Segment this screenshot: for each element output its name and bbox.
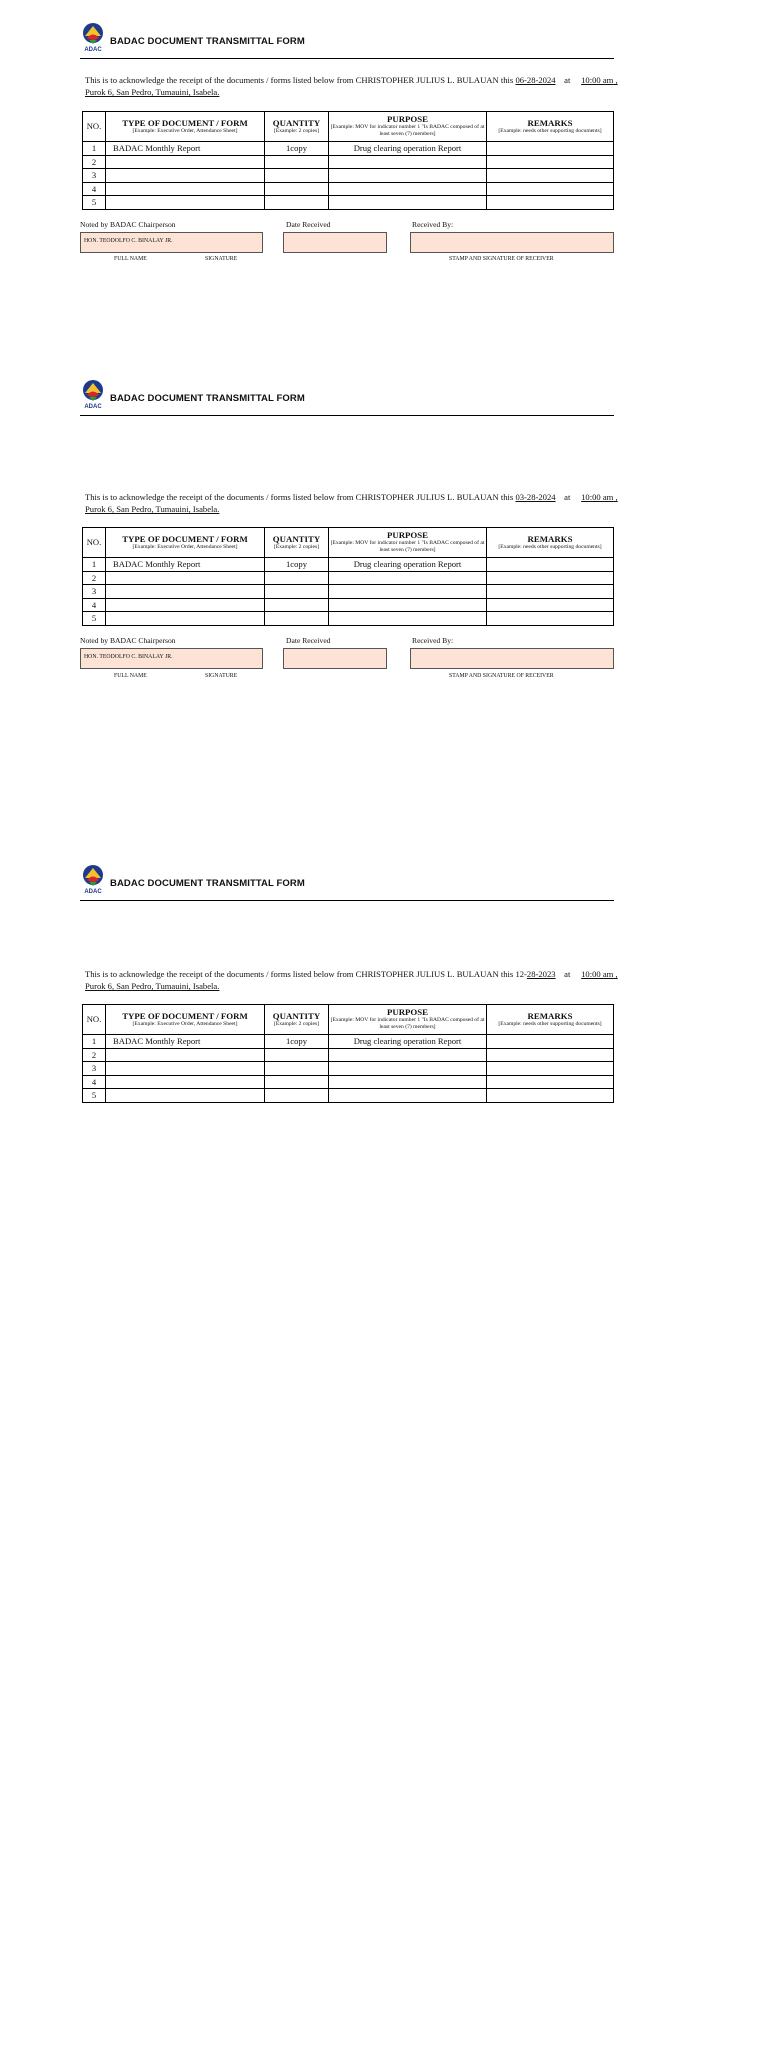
- cell-purpose: [329, 585, 487, 599]
- cell-quantity: [265, 169, 329, 183]
- cell-no: 3: [83, 1062, 106, 1076]
- cell-no: 1: [83, 1035, 106, 1049]
- cell-type: [106, 598, 265, 612]
- cell-remarks: [487, 1062, 614, 1076]
- cell-quantity: 1copy: [265, 1035, 329, 1049]
- form-header: [80, 26, 614, 59]
- cell-remarks: [487, 571, 614, 585]
- table-row: [83, 1062, 614, 1076]
- document-table: [82, 1004, 614, 1103]
- cell-remarks: [487, 182, 614, 196]
- table-body: [83, 142, 614, 210]
- cell-quantity: 1copy: [265, 142, 329, 156]
- cell-remarks: [487, 612, 614, 626]
- cell-purpose: Drug clearing operation Report: [329, 558, 487, 572]
- cell-remarks: [487, 1048, 614, 1062]
- cell-type: BADAC Monthly Report: [106, 142, 265, 156]
- cell-no: 3: [83, 585, 106, 599]
- cell-quantity: [265, 598, 329, 612]
- cell-remarks: [487, 558, 614, 572]
- table-row: [83, 182, 614, 196]
- ack-time: 10:00 am: [581, 492, 614, 502]
- cell-purpose: [329, 1048, 487, 1062]
- ack-date: 28-2023: [526, 969, 556, 979]
- ack-date-prefix: 12-: [515, 969, 527, 979]
- cell-quantity: [265, 155, 329, 169]
- cell-no: 2: [83, 155, 106, 169]
- cell-quantity: [265, 1048, 329, 1062]
- col-header-no: NO.: [83, 528, 106, 558]
- cell-purpose: Drug clearing operation Report: [329, 142, 487, 156]
- cell-purpose: [329, 1075, 487, 1089]
- badac-logo-icon: [80, 379, 106, 409]
- cell-no: 4: [83, 182, 106, 196]
- cell-no: 2: [83, 571, 106, 585]
- table-row: [83, 169, 614, 183]
- table-body: [83, 1035, 614, 1103]
- cell-no: 4: [83, 598, 106, 612]
- table-header-row: [83, 528, 614, 558]
- cell-purpose: [329, 155, 487, 169]
- cell-remarks: [487, 585, 614, 599]
- cell-remarks: [487, 196, 614, 210]
- cell-no: 4: [83, 1075, 106, 1089]
- cell-no: 5: [83, 196, 106, 210]
- cell-purpose: [329, 169, 487, 183]
- logo-text: ADAC: [84, 889, 102, 894]
- signature-caption: SIGNATURE: [205, 256, 238, 262]
- stamp-caption: STAMP AND SIGNATURE OF RECEIVER: [449, 256, 554, 262]
- cell-purpose: [329, 196, 487, 210]
- chairperson-name: HON. TEODOLFO C. BINALAY JR.: [84, 654, 173, 660]
- ack-time: 10:00 am: [581, 969, 614, 979]
- date-received-box[interactable]: [283, 648, 387, 669]
- cell-purpose: [329, 182, 487, 196]
- cell-purpose: [329, 598, 487, 612]
- cell-type: [106, 182, 265, 196]
- logo-text: ADAC: [84, 404, 102, 409]
- col-header-type: TYPE OF DOCUMENT / FORM [Example: Executive Order, Attendance Sheet]: [106, 1005, 265, 1035]
- cell-remarks: [487, 169, 614, 183]
- cell-quantity: [265, 1062, 329, 1076]
- cell-purpose: [329, 1089, 487, 1103]
- table-row: [83, 585, 614, 599]
- cell-quantity: [265, 1075, 329, 1089]
- col-header-remarks: REMARKS [Example: needs other supporting documents]: [487, 528, 614, 558]
- form-header: [80, 383, 614, 416]
- cell-quantity: [265, 1089, 329, 1103]
- cell-type: [106, 612, 265, 626]
- table-row: [83, 598, 614, 612]
- table-header-row: [83, 1005, 614, 1035]
- col-header-purpose: PURPOSE [Example: MOV for indicator number 1 "Is BADAC composed of at least seven (7) members]: [329, 1005, 487, 1035]
- acknowledgement-text: This is to acknowledge the receipt of the documents / forms listed below from CHRISTOPHER JULIUS L. BULAUAN this 06-28-2024 at 10:00 am , Purok 6, San Pedro, Tumauini, Isabela.: [85, 75, 618, 97]
- ack-prefix: This is to acknowledge the receipt of the documents / forms listed below from CHRISTOPHER JULIUS L. BULAUAN this: [85, 492, 514, 502]
- table-row: [83, 571, 614, 585]
- ack-prefix: This is to acknowledge the receipt of the documents / forms listed below from CHRISTOPHER JULIUS L. BULAUAN this: [85, 75, 514, 85]
- ack-at: at: [564, 75, 571, 85]
- cell-type: [106, 169, 265, 183]
- document-table: [82, 527, 614, 626]
- cell-no: 2: [83, 1048, 106, 1062]
- received-by-label: Received By:: [412, 636, 454, 645]
- cell-quantity: [265, 571, 329, 585]
- cell-quantity: [265, 612, 329, 626]
- cell-type: BADAC Monthly Report: [106, 1035, 265, 1049]
- ack-at: at: [564, 492, 571, 502]
- ack-location: Purok 6, San Pedro, Tumauini, Isabela.: [85, 981, 220, 991]
- col-header-quantity: QUANTITY [Example: 2 copies]: [265, 112, 329, 142]
- col-header-type: TYPE OF DOCUMENT / FORM [Example: Executive Order, Attendance Sheet]: [106, 528, 265, 558]
- table-row: [83, 142, 614, 156]
- date-received-label: Date Received: [286, 220, 331, 229]
- col-header-no: NO.: [83, 112, 106, 142]
- table-row: [83, 155, 614, 169]
- noted-by-label: Noted by BADAC Chairperson: [80, 220, 176, 229]
- table-row: [83, 1035, 614, 1049]
- cell-purpose: [329, 1062, 487, 1076]
- cell-remarks: [487, 1089, 614, 1103]
- form-title: BADAC DOCUMENT TRANSMITTAL FORM: [110, 393, 305, 404]
- cell-no: 1: [83, 142, 106, 156]
- full-name-caption: FULL NAME: [114, 256, 147, 262]
- cell-remarks: [487, 1035, 614, 1049]
- form-title: BADAC DOCUMENT TRANSMITTAL FORM: [110, 36, 305, 47]
- ack-date: 06-28-2024: [515, 75, 556, 85]
- cell-remarks: [487, 1075, 614, 1089]
- cell-type: [106, 1089, 265, 1103]
- table-row: [83, 1089, 614, 1103]
- cell-type: [106, 585, 265, 599]
- chairperson-name: HON. TEODOLFO C. BINALAY JR.: [84, 238, 173, 244]
- col-header-type: TYPE OF DOCUMENT / FORM [Example: Executive Order, Attendance Sheet]: [106, 112, 265, 142]
- cell-type: [106, 1048, 265, 1062]
- ack-location: Purok 6, San Pedro, Tumauini, Isabela.: [85, 504, 220, 514]
- signature-caption: SIGNATURE: [205, 673, 238, 679]
- date-received-box[interactable]: [283, 232, 387, 253]
- stamp-caption: STAMP AND SIGNATURE OF RECEIVER: [449, 673, 554, 679]
- cell-quantity: [265, 196, 329, 210]
- ack-time: 10:00 am: [581, 75, 614, 85]
- table-row: [83, 196, 614, 210]
- cell-remarks: [487, 155, 614, 169]
- table-row: [83, 1048, 614, 1062]
- cell-type: [106, 1075, 265, 1089]
- cell-quantity: [265, 585, 329, 599]
- col-header-purpose: PURPOSE [Example: MOV for indicator number 1 "Is BADAC composed of at least seven (7) members]: [329, 112, 487, 142]
- received-by-box[interactable]: [410, 648, 614, 669]
- col-header-purpose: PURPOSE [Example: MOV for indicator number 1 "Is BADAC composed of at least seven (7) members]: [329, 528, 487, 558]
- cell-type: BADAC Monthly Report: [106, 558, 265, 572]
- cell-purpose: Drug clearing operation Report: [329, 1035, 487, 1049]
- badac-logo-icon: [80, 864, 106, 894]
- table-row: [83, 558, 614, 572]
- cell-no: 5: [83, 612, 106, 626]
- cell-purpose: [329, 571, 487, 585]
- document-table: [82, 111, 614, 210]
- table-header-row: [83, 112, 614, 142]
- col-header-quantity: QUANTITY [Example: 2 copies]: [265, 528, 329, 558]
- cell-type: [106, 196, 265, 210]
- table-row: [83, 1075, 614, 1089]
- acknowledgement-text: This is to acknowledge the receipt of the documents / forms listed below from CHRISTOPHER JULIUS L. BULAUAN this 03-28-2024 at 10:00 am , Purok 6, San Pedro, Tumauini, Isabela.: [85, 492, 618, 514]
- cell-no: 5: [83, 1089, 106, 1103]
- col-header-no: NO.: [83, 1005, 106, 1035]
- cell-type: [106, 571, 265, 585]
- received-by-box[interactable]: [410, 232, 614, 253]
- cell-no: 1: [83, 558, 106, 572]
- logo-text: ADAC: [84, 47, 102, 52]
- col-header-remarks: REMARKS [Example: needs other supporting documents]: [487, 112, 614, 142]
- chairperson-box[interactable]: [80, 232, 263, 253]
- badac-logo-icon: [80, 22, 106, 52]
- chairperson-box[interactable]: [80, 648, 263, 669]
- ack-at: at: [564, 969, 571, 979]
- full-name-caption: FULL NAME: [114, 673, 147, 679]
- cell-no: 3: [83, 169, 106, 183]
- cell-remarks: [487, 598, 614, 612]
- ack-prefix: This is to acknowledge the receipt of the documents / forms listed below from CHRISTOPHER JULIUS L. BULAUAN this: [85, 969, 514, 979]
- cell-type: [106, 1062, 265, 1076]
- form-header: [80, 868, 614, 901]
- table-body: [83, 558, 614, 626]
- ack-location: Purok 6, San Pedro, Tumauini, Isabela.: [85, 87, 220, 97]
- cell-quantity: 1copy: [265, 558, 329, 572]
- noted-by-label: Noted by BADAC Chairperson: [80, 636, 176, 645]
- cell-purpose: [329, 612, 487, 626]
- acknowledgement-text: This is to acknowledge the receipt of the documents / forms listed below from CHRISTOPHER JULIUS L. BULAUAN this 12-28-2023 at 10:00 am , Purok 6, San Pedro, Tumauini, Isabela.: [85, 969, 618, 991]
- col-header-remarks: REMARKS [Example: needs other supporting documents]: [487, 1005, 614, 1035]
- form-title: BADAC DOCUMENT TRANSMITTAL FORM: [110, 878, 305, 889]
- date-received-label: Date Received: [286, 636, 331, 645]
- cell-type: [106, 155, 265, 169]
- cell-quantity: [265, 182, 329, 196]
- received-by-label: Received By:: [412, 220, 454, 229]
- ack-date: 03-28-2024: [515, 492, 556, 502]
- cell-remarks: [487, 142, 614, 156]
- table-row: [83, 612, 614, 626]
- col-header-quantity: QUANTITY [Example: 2 copies]: [265, 1005, 329, 1035]
